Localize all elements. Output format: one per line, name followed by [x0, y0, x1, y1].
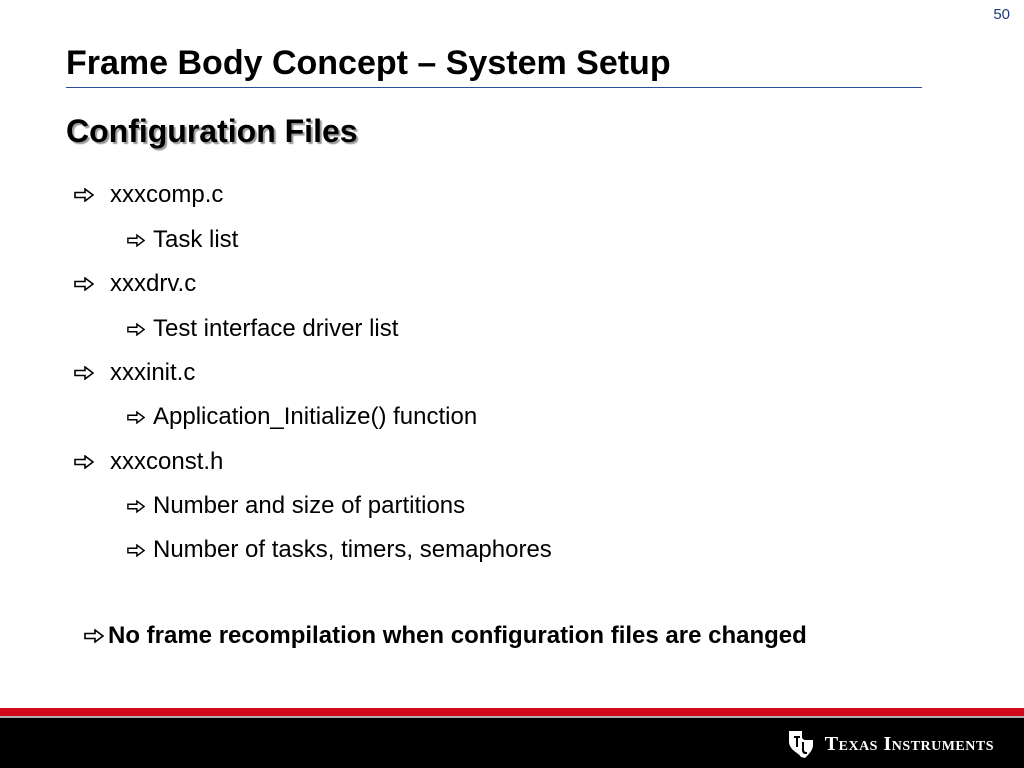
bullet-text: xxxconst.h [110, 448, 224, 475]
arrow-bullet-icon [127, 411, 147, 424]
bullet-text: Number and size of partitions [153, 492, 466, 519]
arrow-bullet-icon [74, 455, 96, 469]
arrow-bullet-icon [127, 323, 147, 336]
arrow-bullet-icon [84, 629, 106, 643]
arrow-bullet-icon [74, 366, 96, 380]
slide-number: 50 [993, 6, 1010, 23]
arrow-bullet-icon [127, 234, 147, 247]
bullet-item [74, 270, 196, 298]
slide-title: Frame Body Concept – System Setup [66, 44, 671, 82]
conclusion-text: No frame recompilation when configuration files are changed [108, 622, 807, 649]
bullet-text: Task list [153, 226, 239, 253]
conclusion-statement [84, 622, 807, 650]
bullet-text: xxxcomp.c [110, 181, 224, 208]
arrow-bullet-icon [74, 188, 96, 202]
company-name: Texas Instruments [824, 732, 994, 755]
bullet-item [74, 448, 223, 476]
bullet-text: Application_Initialize() function [153, 403, 478, 430]
footer-red-band [0, 708, 1024, 716]
sub-bullet-item [127, 315, 398, 343]
bullet-item [74, 359, 195, 387]
arrow-bullet-icon [127, 544, 147, 557]
sub-bullet-item [127, 492, 465, 520]
sub-bullet-item [127, 403, 477, 431]
bullet-text: Number of tasks, timers, semaphores [153, 536, 552, 563]
company-logo [785, 728, 994, 760]
bullet-item [74, 181, 223, 209]
arrow-bullet-icon [127, 500, 147, 513]
texas-instruments-logo-icon [785, 728, 817, 760]
arrow-bullet-icon [74, 277, 96, 291]
bullet-text: xxxdrv.c [110, 270, 197, 297]
sub-bullet-item [127, 536, 552, 564]
sub-bullet-item [127, 226, 238, 254]
bullet-text: Test interface driver list [153, 315, 399, 342]
section-subtitle: Configuration Files [66, 113, 358, 149]
bullet-text: xxxinit.c [110, 359, 196, 386]
